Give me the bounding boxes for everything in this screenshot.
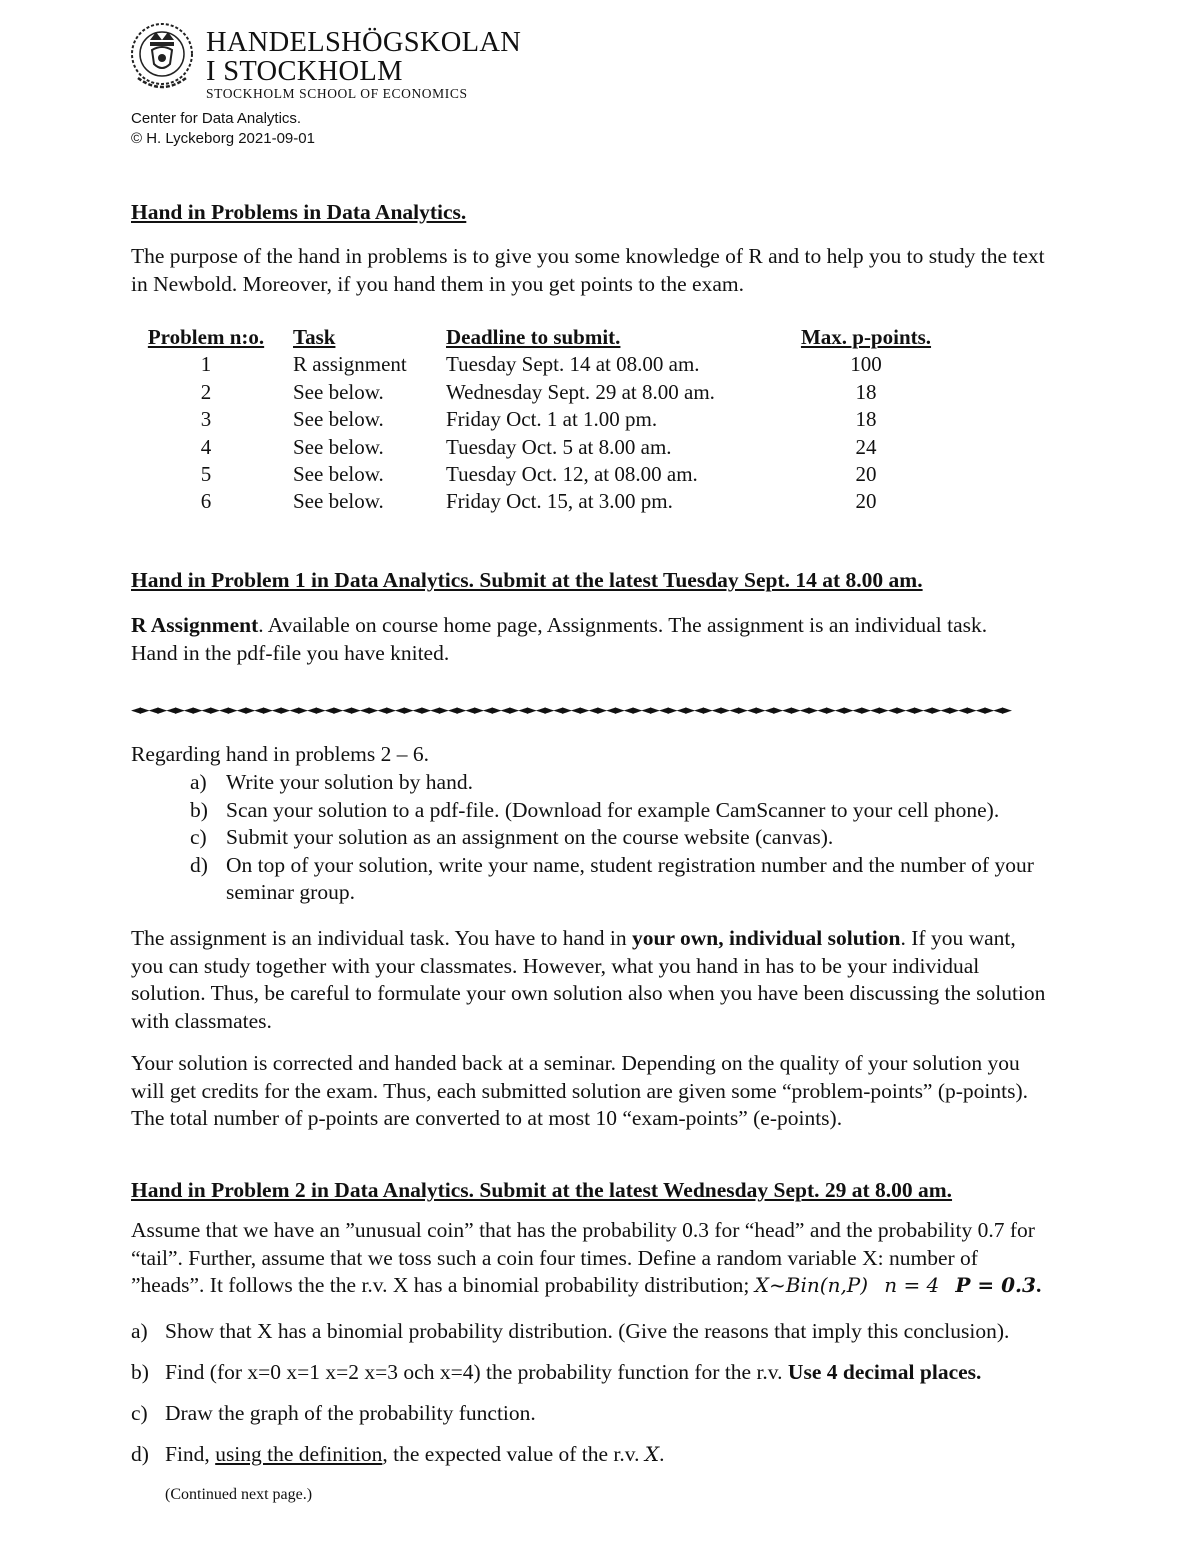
cell-task: See below.	[293, 489, 384, 514]
cell-task: See below.	[293, 407, 384, 432]
question-text-part: Find,	[165, 1442, 216, 1466]
list-item	[131, 852, 1131, 907]
individual-line3: solution. Thus, be careful to formulate your own solution also when you have been discussing the solution	[131, 981, 1046, 1005]
math-variable-x: X	[644, 1442, 660, 1466]
problem1-line2: Hand in the pdf-file you have knited.	[131, 640, 450, 665]
copyright-line: © H. Lyckeborg 2021-09-01	[131, 130, 315, 147]
individual-text: The assignment is an individual task. You have to hand in	[131, 926, 633, 950]
cell-deadline: Friday Oct. 15, at 3.00 pm.	[446, 489, 673, 514]
cell-problem: 4	[200, 434, 212, 459]
question-text-part: , the expected value of the r.v.	[382, 1442, 645, 1466]
question-item	[131, 1359, 1171, 1400]
list-item-label: b)	[190, 797, 208, 822]
col-header-task: Task	[293, 325, 336, 349]
center-info	[131, 109, 315, 149]
individual-task-paragraph	[131, 925, 1171, 1035]
table-row	[131, 488, 941, 515]
cell-deadline: Tuesday Oct. 12, at 08.00 am.	[446, 462, 698, 487]
school-crest-logo	[128, 18, 198, 96]
problem1-bold-label: R Assignment	[131, 613, 259, 637]
cell-points: 100	[850, 352, 882, 377]
cell-points: 20	[855, 462, 877, 487]
cell-points: 24	[855, 434, 877, 459]
intro-heading: Hand in Problems in Data Analytics.	[131, 200, 467, 224]
list-item-text: Submit your solution as an assignment on the course website (canvas).	[226, 825, 834, 849]
intro-line2: in Newbold. Moreover, if you hand them in you get points to the exam.	[131, 271, 744, 296]
list-item-label: d)	[190, 852, 208, 877]
question-text-end: .	[659, 1442, 665, 1466]
problem1-heading: Hand in Problem 1 in Data Analytics. Submit at the latest Tuesday Sept. 14 at 8.00 am.	[131, 568, 923, 592]
problem1-line1	[131, 612, 1141, 640]
problem2-heading: Hand in Problem 2 in Data Analytics. Submit at the latest Wednesday Sept. 29 at 8.00 am.	[131, 1178, 953, 1202]
problem2-questions	[131, 1318, 1171, 1482]
question-label: b)	[131, 1360, 149, 1384]
cell-problem: 6	[200, 489, 212, 514]
cell-deadline: Wednesday Sept. 29 at 8.00 am.	[446, 379, 715, 404]
cell-deadline: Tuesday Oct. 5 at 8.00 am.	[446, 434, 672, 459]
question-underlined-part: using the definition	[215, 1442, 383, 1466]
cell-deadline: Friday Oct. 1 at 1.00 pm.	[446, 407, 658, 432]
cell-task: See below.	[293, 379, 384, 404]
corrected-paragraph	[131, 1050, 1171, 1133]
cell-deadline: Tuesday Sept. 14 at 08.00 am.	[446, 352, 700, 377]
cell-problem: 1	[200, 352, 212, 377]
question-item	[131, 1318, 1171, 1359]
corrected-line1: Your solution is corrected and handed back at a seminar. Depending on the quality of your solution you	[131, 1051, 1020, 1075]
individual-bold: your own, individual solution	[632, 926, 901, 950]
cell-problem: 5	[200, 462, 212, 487]
deadline-table	[131, 324, 941, 516]
individual-line4: with classmates.	[131, 1008, 272, 1033]
problem2-intro	[131, 1217, 1171, 1300]
cell-points: 20	[855, 489, 877, 514]
continued-note: (Continued next page.)	[165, 1486, 313, 1503]
problem1-paragraph	[131, 612, 1141, 667]
cell-points: 18	[855, 407, 877, 432]
problem1-text: . Available on course home page, Assignments. The assignment is an individual task.	[258, 613, 988, 637]
regarding-list	[131, 769, 1131, 907]
question-label: c)	[131, 1401, 148, 1425]
question-text: Show that X has a binomial probability distribution. (Give the reasons that imply this conclusion).	[165, 1319, 1010, 1343]
question-text: Draw the graph of the probability function.	[165, 1401, 536, 1425]
intro-line1: The purpose of the hand in problems is to give you some knowledge of R and to help you to study the text	[131, 244, 1045, 268]
col-header-max-points: Max. p-points.	[800, 325, 932, 349]
question-item	[131, 1400, 1171, 1441]
cell-task: See below.	[293, 434, 384, 459]
corrected-line2: will get credits for the exam. Thus, each submitted solution are given some “problem-points” (p-points).	[131, 1078, 1029, 1103]
problem2-line3	[131, 1272, 1171, 1300]
table-row	[131, 461, 941, 488]
list-item-label: c)	[190, 825, 207, 849]
center-name: Center for Data Analytics.	[131, 110, 302, 127]
question-item	[131, 1441, 1171, 1482]
list-item	[131, 824, 1131, 852]
table-row	[131, 379, 941, 406]
regarding-intro: Regarding hand in problems 2 – 6.	[131, 742, 429, 766]
school-subtitle: STOCKHOLM SCHOOL OF ECONOMICS	[206, 86, 468, 101]
col-header-problem: Problem n:o.	[147, 325, 265, 349]
list-item-text-continued: seminar group.	[226, 880, 355, 904]
problem2-text: ”heads”. It follows the the r.v. X has a binomial probability distribution;	[131, 1273, 755, 1297]
list-item-text: On top of your solution, write your name, student registration number and the number of your	[226, 852, 1034, 877]
list-item	[131, 797, 1131, 825]
list-item-text: Scan your solution to a pdf-file. (Download for example CamScanner to your cell phone).	[226, 797, 1000, 822]
question-bold-part: Use 4 decimal places.	[787, 1360, 982, 1384]
corrected-line3: The total number of p-points are converted to at most 10 “exam-points” (e-points).	[131, 1106, 843, 1130]
school-name	[206, 28, 521, 86]
math-n: n = 4	[884, 1273, 940, 1297]
math-p: P = 0.3	[955, 1273, 1036, 1297]
cell-points: 18	[855, 379, 877, 404]
school-name-line1: HANDELSHÖGSKOLAN	[206, 27, 522, 58]
problem2-line2: “tail”. Further, assume that we toss such a coin four times. Define a random variable X: number of	[131, 1245, 978, 1270]
school-name-line2: I STOCKHOLM	[206, 56, 403, 87]
individual-line2: you can study together with your classmates. However, what you hand in has to be your individual	[131, 953, 980, 978]
question-label: d)	[131, 1442, 149, 1466]
math-period: .	[1035, 1273, 1042, 1297]
table-row	[131, 434, 941, 461]
intro-paragraph	[131, 243, 1171, 298]
list-item	[131, 769, 1131, 797]
cell-task: R assignment	[293, 352, 407, 377]
question-text-part: Find (for x=0 x=1 x=2 x=3 och x=4) the probability function for the r.v.	[165, 1360, 788, 1384]
question-label: a)	[131, 1319, 148, 1343]
cell-problem: 2	[200, 379, 212, 404]
problem2-line1: Assume that we have an ”unusual coin” that has the probability 0.3 for “head” and the probability 0.7 for	[131, 1218, 1035, 1242]
table-row	[131, 406, 941, 433]
cell-problem: 3	[200, 407, 212, 432]
list-item-label: a)	[190, 770, 207, 794]
question-text	[165, 1441, 665, 1469]
cell-task: See below.	[293, 462, 384, 487]
arrow-separator: ◄►◄►◄►◄►◄►◄►◄►◄►◄►◄►◄►◄►◄►◄►◄►◄►◄►◄►◄►◄►◄►◄►◄►◄►◄►◄►◄►◄►◄►◄►◄►◄►◄►◄►◄►◄►◄►◄►◄►◄►◄►◄►◄►◄►◄►◄►◄►◄►◄►◄►	[131, 703, 1011, 718]
table-header-row	[131, 324, 941, 351]
table-row	[131, 351, 941, 378]
individual-line1	[131, 925, 1171, 953]
math-distribution: X~Bin(n,P)	[754, 1273, 869, 1297]
question-text	[165, 1359, 981, 1387]
list-item-text: Write your solution by hand.	[226, 770, 473, 794]
col-header-deadline: Deadline to submit.	[446, 325, 621, 349]
individual-text: . If you want,	[900, 926, 1016, 950]
